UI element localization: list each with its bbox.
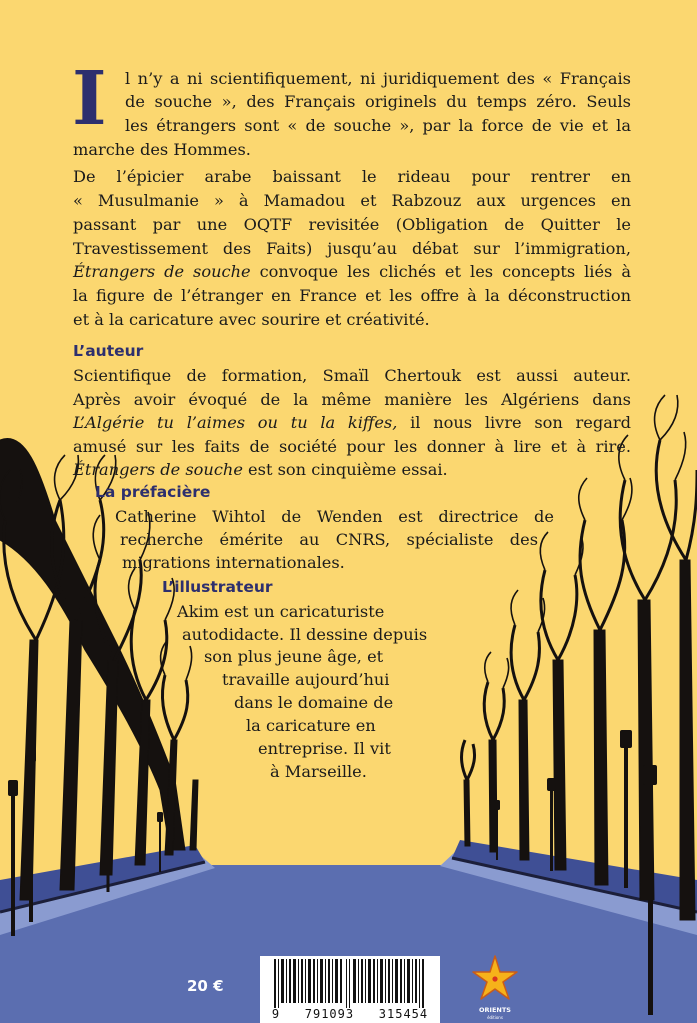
illustrator-heading: L’illustrateur (162, 578, 273, 596)
book-title-italic: Étrangers de souche (73, 262, 251, 281)
previous-book-title-italic: L’Algérie tu l’aimes ou tu la kiffes, (73, 413, 398, 432)
preface-line-3: migrations internationales. (122, 553, 345, 572)
drop-cap: I (72, 56, 107, 142)
preface-line-1: Catherine Wihtol de Wenden est directrice de (115, 507, 554, 526)
author-line-5: Étrangers de souche est son cinquième essai. (73, 460, 448, 479)
author-line-2: Après avoir évoqué de la même manière les Algériens dans (73, 390, 631, 409)
illustrator-line-5: dans le domaine de (234, 693, 394, 712)
author-heading: L’auteur (73, 342, 144, 360)
preface-line-2: recherche émérite au CNRS, spécialiste des (120, 530, 538, 549)
paragraph2-line-2: « Musulmanie » à Mamadou et Rabzouz aux urgences en (73, 191, 631, 210)
isbn-barcode (260, 956, 440, 1023)
barcode-digits: 9 791093 315454 (271, 1007, 429, 1021)
illustrator-line-6: la caricature en (246, 716, 376, 735)
paragraph2-line-4: Travestissement des Faits) jusqu’au débat sur l’immigration, (73, 239, 631, 258)
author-line-4: amusé sur les faits de société pour les donner à lire et à rire. (73, 437, 631, 456)
author-line-1: Scientifique de formation, Smaïl Chertouk est aussi auteur. (73, 366, 631, 385)
paragraph2-line-1: De l’épicier arabe baissant le rideau pour rentrer en (73, 167, 631, 186)
illustrator-line-4: travaille aujourd’hui (222, 670, 390, 689)
illustrator-line-2: autodidacte. Il dessine depuis (182, 625, 428, 644)
barcode-bars (260, 956, 440, 1008)
price-label: 20 € (187, 977, 224, 995)
publisher-tagline: éditions (487, 1015, 503, 1020)
publisher-name: ORIENTS (479, 1006, 511, 1014)
intro-line-4: marche des Hommes. (73, 140, 251, 159)
preface-heading: La préfacière (95, 483, 211, 501)
paragraph2-line-3: passant par une OQTF revisitée (Obligation de Quitter le (73, 215, 631, 234)
illustrator-line-8: à Marseille. (270, 762, 367, 781)
intro-line-3: les étrangers sont « de souche », par la force de vie et la (125, 116, 631, 135)
illustrator-line-3: son plus jeune âge, et (204, 647, 384, 666)
intro-line-2: de souche », des Français originels du temps zéro. Seuls (125, 92, 631, 111)
author-line-3: L’Algérie tu l’aimes ou tu la kiffes, il nous livre son regard (73, 413, 631, 432)
paragraph2-line-7: et à la caricature avec sourire et créativité. (73, 310, 430, 329)
paragraph2-line-6: la figure de l’étranger en France et les offre à la déconstruction (73, 286, 631, 305)
book-title-italic-2: Étrangers de souche (73, 460, 243, 479)
paragraph2-line-5: Étrangers de souche convoque les clichés et les concepts liés à (73, 262, 632, 281)
illustrator-line-7: entreprise. Il vit (258, 739, 391, 758)
intro-line-1: l n’y a ni scientifiquement, ni juridiquement des « Français (125, 69, 631, 88)
illustrator-line-1: Akim est un caricaturiste (177, 602, 385, 621)
